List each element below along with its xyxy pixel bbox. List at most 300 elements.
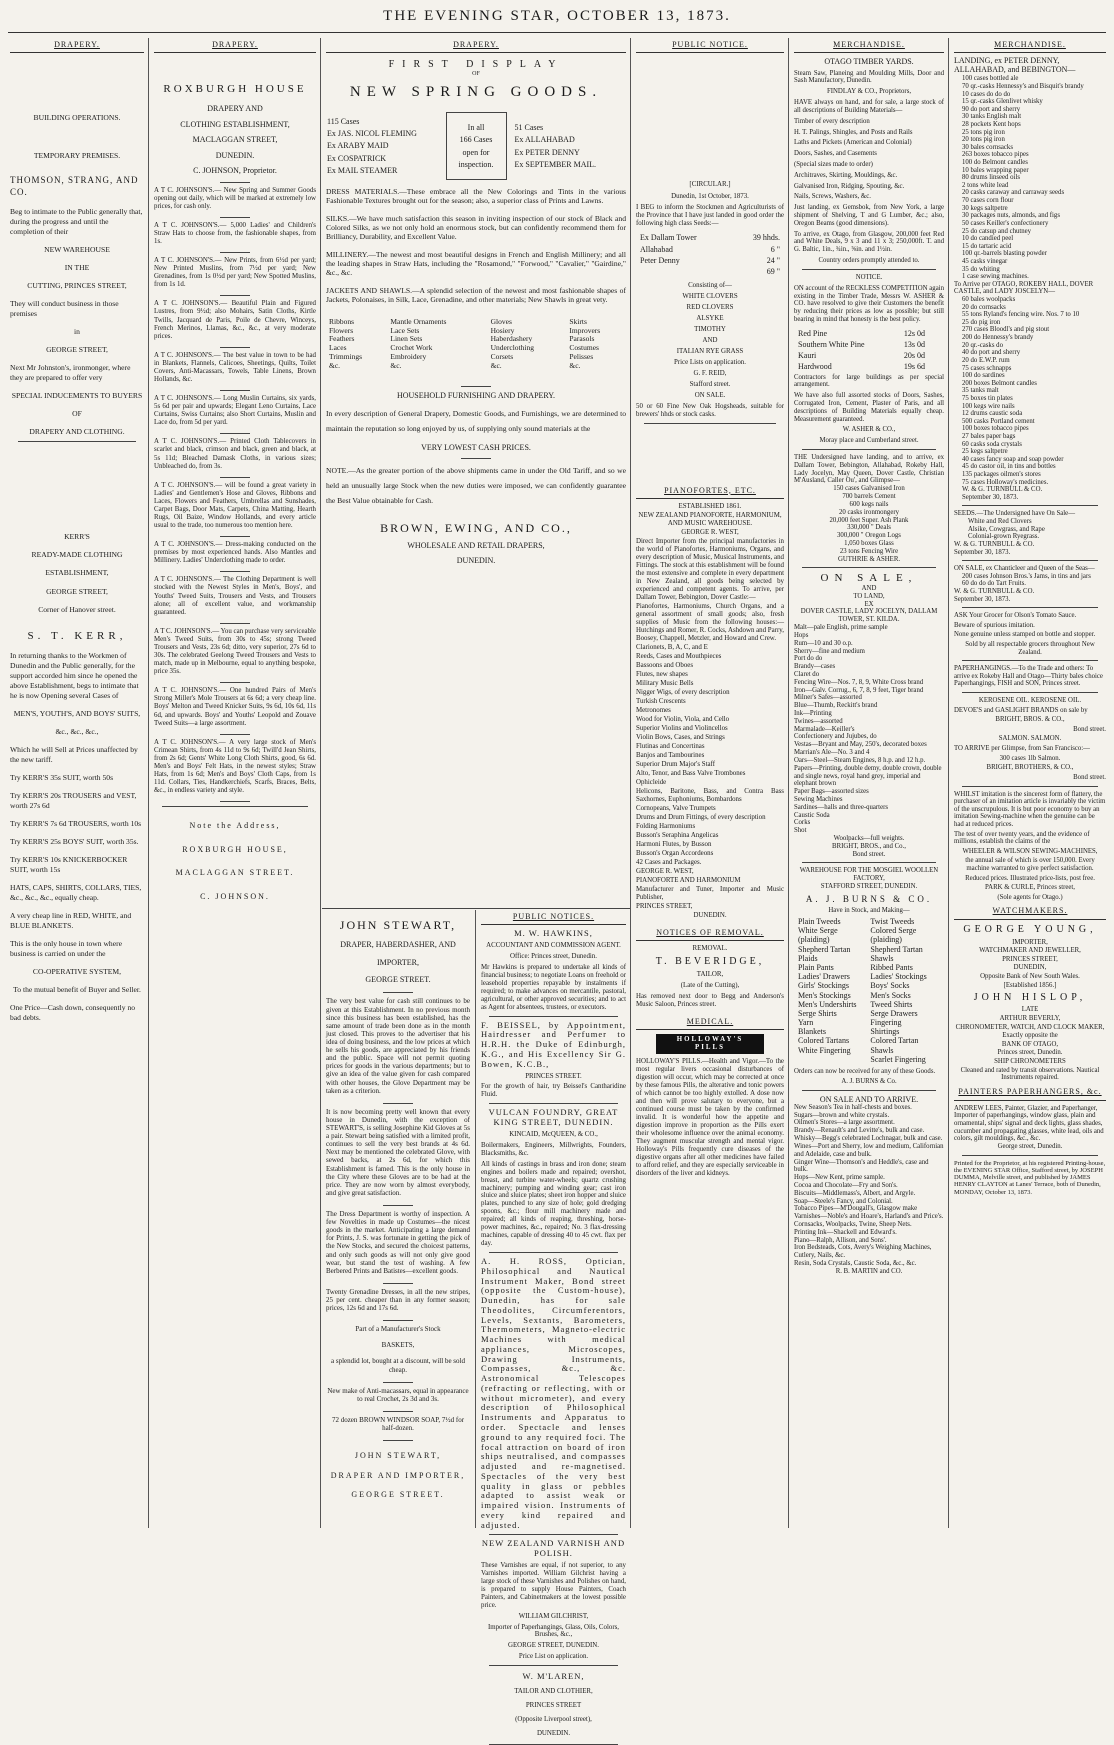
column-header: DRAPERY.	[326, 38, 626, 53]
drapery-paragraph: JACKETS AND SHAWLS.—A splendid selection of the newest and most fashionable shapes of Jackets, Polonaises, in Silk, Lace, Grenadine, and other materials; New Shawls in great vety.	[326, 285, 626, 304]
shipment-total: open for	[462, 147, 490, 157]
piano-line: Pianofortes, Harmoniums, Church Organs, and a general assortment of small goods; also, fresh supplies of Music from the following houses:—Hutchings and Romer, R. Cocks, Ashdown and Parry, Boosey, Chappell, Metzler, and Howard and Crew.	[636, 602, 784, 642]
onsale-line: Shot	[794, 827, 807, 835]
landing-line: 25 tons pig iron	[962, 128, 1005, 136]
johnson-ad: A T C. JOHNSON'S.— The best value in town to be had in Blankets, Flannels, Calicoes, Sheetings, Quilts, Toilet Covers, Anti-Macassars, Towels, Table Linens, Brown Hollands, &c.	[154, 351, 316, 383]
subtitle-line: DRAPER, HABERDASHER, AND	[340, 940, 456, 950]
kerr-line: Try KERR'S 7s 6d TROUSERS, worth 10s	[10, 819, 142, 829]
onsale-line: Sherry—fine and medium	[794, 647, 865, 655]
piano-line: Busson's Seraphina Angelicas	[636, 831, 719, 839]
removal-line: TAILOR,	[696, 970, 724, 978]
piano-line: Folding Harmoniums	[636, 822, 696, 830]
piano-line: Flutes, new shapes	[636, 670, 688, 678]
piano-line: Drums and Drum Fittings, of every description	[636, 813, 766, 821]
column-rule	[948, 38, 949, 1528]
shipment-total: In all	[467, 122, 485, 132]
section-rule	[802, 1090, 936, 1091]
shipment: Ex JAS. NICOL FLEMING	[327, 128, 417, 138]
timber-line: Laths and Pickets (American and Colonial)	[794, 139, 912, 147]
seed-cell: 39 hhds.	[752, 233, 780, 243]
short-rule	[220, 217, 250, 218]
johnson-ad: A T C. JOHNSON'S.— The Clothing Department is well stocked with the Newest Styles in Men's, Boys', and Youths' Tweed Suits, Trousers and Vests, and Trousers alone; all of excellent value, and workmanship guaranteed.	[154, 576, 316, 616]
subtitle-line: IMPORTER,	[377, 957, 419, 967]
landing-line: 10 do candied peel	[962, 235, 1014, 243]
seeds-line: W. & G. TURNBULL & CO.	[954, 540, 1035, 548]
landing-line: 30 bales cornsacks	[962, 143, 1013, 151]
kerr-line: One Price—Cash down, consequently no bad debts.	[10, 1003, 136, 1023]
roxburgh-line: MACLAGGAN STREET,	[192, 135, 278, 145]
piano-line: Superior Violins and Violincellos	[636, 724, 728, 732]
lowest-prices: VERY LOWEST CASH PRICES.	[421, 442, 531, 452]
landing-line: 20 tons pig iron	[962, 136, 1005, 144]
kerosene-line: BRIGHT, BROS. & CO.,	[995, 716, 1065, 724]
short-rule	[220, 252, 250, 253]
mosgiel-item: Fingering	[870, 1018, 902, 1028]
watch-line: DUNEDIN,	[1013, 964, 1047, 972]
footer-line: GEORGE STREET.	[351, 1489, 445, 1499]
olson-line: None genuine unless stamped on bottle and stopper.	[954, 631, 1096, 639]
landing-line: 35 do whiting	[962, 265, 1000, 273]
landing-line: 45 do castor oil, in tins and bottles	[962, 463, 1056, 471]
john-stewart-footer	[326, 1451, 470, 1499]
landing-line: September 30, 1873.	[962, 493, 1019, 501]
goods-item: Crochet Work	[390, 343, 433, 353]
kerr-line: KERR'S	[64, 532, 90, 542]
section-header: MEDICAL.	[636, 1015, 784, 1030]
whilst-line: Reduced prices. Illustrated price-lists, post free.	[965, 874, 1095, 882]
landing-line: 25 kegs saltpetre	[962, 448, 1008, 456]
mosgiel-item: Colored Serge (plaiding)	[870, 926, 917, 945]
seed-cell: 6 "	[770, 244, 780, 254]
varnish-text: WILLIAM GILCHRIST,	[518, 1612, 589, 1620]
varnish-text: Importer of Paperhangings, Glass, Oils, Colors, Brushes, &c.,	[487, 1623, 620, 1639]
landing-line: 500 casks Portland cement	[962, 417, 1035, 425]
seed-line: ALSYKE	[696, 314, 724, 322]
onsale-line: DOVER CASTLE, LADY JOCELYN, DALLAM TOWER, ST. KILDA.	[800, 608, 938, 624]
piano-line: Ophicleide	[636, 778, 667, 786]
watch-line: BANK OF OTAGO,	[1001, 1040, 1059, 1048]
johnson-ad: A T C. JOHNSON'S.— Dress-making conducted on the premises by most experienced hands. Also Mantles and Millinery. Ladies' Underclothing made to order.	[154, 541, 316, 565]
landing-line: 30 packages nuts, almonds, and figs	[962, 212, 1060, 220]
beissel-text: F. BEISSEL, by Appointment, Hairdresser and Perfumer to H.R.H. the Duke of Edinburgh, K.G., and His Excellency Sir G. Bowen, K.C.B.,	[481, 1019, 626, 1069]
onsale-line: Woolpacks—full weights.	[833, 835, 905, 843]
roxburgh-house-heading	[154, 83, 316, 175]
landing-line: 10 bales wrapping paper	[962, 166, 1029, 174]
shipment-total: inspection.	[458, 160, 494, 170]
piano-line: Metronomes	[636, 706, 671, 714]
piano-line: Alto, Tenor, and Bass Valve Trombones	[636, 769, 746, 777]
subtitle-line: GEORGE STREET.	[365, 975, 431, 985]
mlaren-text: DUNEDIN.	[536, 1729, 571, 1737]
section-rule	[489, 1534, 618, 1535]
onsale-line: Vestas—Bryant and May, 250's, decorated boxes	[794, 741, 927, 749]
landing-line: 45 casks vinegar	[962, 257, 1008, 265]
landing-line: 100 cases bottled ale	[962, 75, 1019, 83]
goods-item: Laces	[329, 343, 347, 353]
kerr-line: S. T. KERR,	[27, 629, 127, 642]
john-stewart-text	[326, 997, 470, 1432]
goods-item: Underclothing	[490, 343, 534, 353]
goods-item: &c.	[329, 360, 341, 370]
mosgiel-item: Blankets	[798, 1027, 826, 1037]
whilst-line: WHILST imitation is the sincerest form of flattery, the purchaser of an imitation article is invariably the victim of the unscrupulous. It is but poor economy to buy an imitation Sewing-machine when the genuine can be had at reduced prices.	[954, 790, 1106, 828]
landing-line: To Arrive per OTAGO, ROKEBY HALL, DOVER CASTLE, and LADY JOSCELYN—	[954, 280, 1094, 296]
shipments-right	[506, 113, 626, 180]
notice-line: Contractors for large buildings as per special arrangement.	[794, 373, 944, 389]
undersigned-line: 300,000 " Oregon Logs	[837, 532, 901, 540]
section-rule	[489, 1016, 618, 1017]
landing-line: 75 cases Holloway's medicines.	[962, 478, 1049, 486]
short-rule	[383, 1283, 413, 1284]
imprint: Printed for the Proprietor, at his registered Printing-house, the EVENING STAR Office, Stafford street, by JOSEPH DUMMA, Melville street, and published by JAMES HENRY CLAYTON at Lanes' Terrace, both of Dunedin, MONDAY, October 13, 1873.	[954, 1159, 1106, 1196]
seed-line: ON SALE.	[694, 391, 726, 399]
column-header: PUBLIC NOTICE.	[636, 38, 784, 53]
short-rule	[220, 571, 250, 572]
johnson-ad: A T C. JOHNSON'S.— Long Muslin Curtains, six yards, 5s 6d per pair and upwards; Elegant Leno Curtains, Lace Curtains, Swiss Curtains; also Short Curtains, Muslin and Lace do, from 5d per yard.	[154, 395, 316, 427]
arrive-line: Resin, Soda Crystals, Caustic Soda, &c., &c.	[794, 1260, 917, 1268]
section-rule	[18, 441, 136, 442]
kerr-line: THOMSON, STRANG, AND CO.	[10, 175, 139, 198]
landing-line: 15 qr.-casks Glenlivet whisky	[962, 98, 1043, 106]
goods-item: Flowers	[329, 325, 354, 335]
timber-line: Architraves, Skirting, Mouldings, &c.	[794, 171, 898, 179]
column-rule	[475, 910, 476, 1528]
onsale-line: Sardines—halls and three-quarters	[794, 803, 888, 811]
kerr-line: Corner of Hanover street.	[38, 604, 116, 614]
column-rule	[148, 38, 149, 1528]
merchandise-content-2	[954, 57, 1106, 1195]
kerr-line: Try KERR'S 25s BOYS' SUIT, worth 35s.	[10, 837, 139, 847]
beissel-text: For the growth of hair, try Beissel's Cantharidine Fluid.	[481, 1083, 626, 1099]
onsale-line: Corks	[794, 819, 811, 827]
mosgiel-item: Men's Socks	[870, 990, 911, 1000]
shipment: Ex SEPTEMBER MAIL.	[514, 160, 597, 170]
short-rule	[383, 1382, 413, 1383]
johnson-ad: A T C. JOHNSON'S.— One hundred Pairs of Men's Strong Miller's Mole Trousers at 6s 6d; a very cheap line. Boys' Melton and Tweed Knicker Suits, 9s 6d, 10s 6d, 11s 6d, and upwards. Boys' and Youths' Leopold and Zouave Tweed Suits—a large assortment.	[154, 687, 316, 727]
mosgiel-item: Ladies' Stockings	[870, 972, 927, 982]
roxburgh-line: ROXBURGH HOUSE	[163, 83, 307, 96]
goods-item: Skirts	[569, 316, 587, 326]
brown-ewing-firm: BROWN, EWING, AND CO.,	[380, 520, 572, 535]
arrive-line: Wines—Port and Sherry, low and medium, Californian and Adelaide, case and bulk.	[794, 1142, 944, 1158]
kerr-line: Try KERR'S 35s SUIT, worth 50s	[10, 773, 114, 783]
roxburgh-line: C. JOHNSON, Proprietor.	[193, 166, 277, 176]
landing-line: 35 tanks malt	[962, 387, 999, 395]
undersigned-line: 330,000 " Deals	[847, 524, 891, 532]
varnish-text: NEW ZEALAND VARNISH AND POLISH.	[481, 1538, 626, 1559]
new-spring-goods-title: NEW SPRING GOODS.	[349, 84, 603, 101]
piano-line: Helicons, Baritone, Bass, and Contra Bass Saxhornes, Euphoniums, Bombardons	[636, 787, 784, 803]
seed-line: 50 or 60 Fine New Oak Hogsheads, suitable for brewers' hhds or stock casks.	[636, 402, 784, 418]
mosgiel-line: Orders can now be received for any of these Goods.	[794, 1068, 936, 1076]
onsale-line: Milner's Safes—assorted	[794, 694, 862, 702]
landing-line: 70 cases corn flour	[962, 197, 1014, 205]
arrive-line: Biscuits—Middlemass's, Albert, and Argyle.	[794, 1189, 916, 1197]
arrive-line: Varnishes—Noble's and Hoare's, Harland's and Price's.	[794, 1213, 944, 1221]
seed-table	[636, 231, 784, 278]
undersigned-line: 20 casks ironmongery	[838, 508, 900, 516]
johnson-ads	[154, 187, 316, 803]
shipments-left	[326, 113, 446, 180]
column-merchandise-1	[790, 38, 948, 1528]
watch-line: ARTHUR BEVERLY,	[999, 1015, 1061, 1023]
goods-item: Lace Sets	[390, 325, 420, 335]
seed-cell: Ex Dallam Tower	[640, 233, 697, 243]
landing-line: 25 do pig iron	[962, 318, 1001, 326]
landing-line: 135 packages oilmen's stores	[962, 471, 1041, 479]
column-merchandise-2	[950, 38, 1110, 1528]
chanticleer-line: 60 do do do Tart Fruits.	[962, 580, 1026, 588]
arrive-line: Ginger Wine—Thomson's and Heddle's, case and bulk.	[794, 1158, 929, 1174]
undersigned-line: GUTHRIE & ASHER.	[837, 555, 901, 563]
watch-line: GEORGE YOUNG,	[963, 924, 1097, 936]
short-rule	[220, 390, 250, 391]
mlaren-text: TAILOR AND CLOTHIER,	[514, 1688, 593, 1696]
landing-line: 50 cases Keiller's confectionery	[962, 219, 1049, 227]
column-drapery-1	[6, 38, 148, 1528]
seed-line: Stafford street.	[689, 380, 731, 388]
kerr-line: To the mutual benefit of Buyer and Seller.	[13, 985, 141, 995]
piano-line: Clarionets, B, A, C, and E	[636, 643, 708, 651]
kerr-line: DRAPERY AND CLOTHING.	[29, 427, 125, 437]
shipment: Ex PETER DENNY	[514, 147, 580, 157]
undersigned-line: 23 tons Fencing Wire	[839, 547, 899, 555]
piano-line: Superior Drum Major's Staff	[636, 760, 716, 768]
seed-line: G. F. REID,	[693, 369, 727, 377]
landing-line: 75 boxes tin plates	[962, 394, 1013, 402]
column-header: MERCHANDISE.	[794, 38, 944, 53]
seed-line: RED CLOVERS	[686, 303, 734, 311]
mosgiel-item: Twist Tweeds	[870, 917, 915, 927]
mosgiel-item: Scarlet Fingering	[870, 1054, 926, 1064]
column-rule	[788, 38, 789, 1528]
kerr-line: NEW WAREHOUSE	[44, 245, 110, 255]
stewart-paragraph: Part of a Manufacturer's Stock	[355, 1325, 441, 1334]
short-rule	[383, 1103, 413, 1104]
notice-line: We have also full assorted stocks of Doors, Sashes, Corrugated Iron, Cement, Plaster of Paris, and all descriptions of Building Materials equally cheap. Measurement guaranteed.	[794, 392, 944, 423]
price-cell: Red Pine	[798, 328, 828, 338]
price-cell: 12s 0d	[903, 328, 925, 338]
seed-line: Consisting of—	[688, 281, 732, 289]
section-rule	[644, 423, 776, 424]
piano-line: GEORGE R. WEST,	[681, 528, 739, 536]
column-header: PUBLIC NOTICES.	[481, 910, 626, 925]
onsale-line: Oars—Steel—Steam Engines, 8 h.p. and 12 h.p.	[794, 756, 926, 764]
landing-line: 40 cases fancy soap and soap powder	[962, 455, 1064, 463]
mosgiel-item: Ribbed Pants	[870, 962, 913, 972]
hawkins-text: Office: Princes street, Dunedin.	[510, 953, 597, 961]
whilst-line: WHEELER & WILSON SEWING-MACHINES,	[962, 847, 1098, 855]
paint-line: ANDREW LEES, Painter, Glazier, and Paperhanger, Importer of paperhangings, window glass, plain and ornamental, ships' signal and deck lights, glass shades, cucumber and propagating glasses, white lead, oils and colors, gilt mouldings, &c., &c.	[954, 1104, 1104, 1143]
short-rule	[220, 801, 250, 802]
timber-line: Steam Saw, Planeing and Moulding Mills, Door and Sash Manufactory, Dunedin.	[794, 69, 944, 85]
landing-line: 100 do Belmont candles	[962, 159, 1028, 167]
mosgiel-item: Tweed Shirts	[870, 999, 913, 1009]
address-line: C. JOHNSON.	[200, 891, 270, 901]
piano-line: Military Music Bells	[636, 679, 694, 687]
chanticleer-line: W. & G. TURNBULL & CO.	[954, 587, 1035, 595]
timber-line: HAVE always on hand, and for sale, a large stock of all descriptions of Building Materials—	[794, 99, 944, 114]
johnson-ad: A T C. JOHNSON'S.— You can purchase very serviceable Men's Tweed Suits, from 30s to 45s; strong Tweed Trousers and Vests, 23s 6d; ditto, very superior, 27s 6d to 30s. The celebrated Geelong Tweed Trousers and Vests to match, made up in Melbourne, equal to anything bespoke, price 35s.	[154, 627, 316, 676]
arrive-line: Sugars—brown and white crystals.	[794, 1111, 890, 1119]
footer-line: JOHN STEWART,	[354, 1451, 442, 1461]
kerosene-line: Bond street.	[1073, 725, 1106, 733]
landing-line: 30 kegs saltpetre	[962, 204, 1008, 212]
piano-line: Banjos and Tambourines	[636, 751, 705, 759]
timber-line: H. T. Palings, Shingles, and Posts and Rails	[794, 128, 913, 136]
vulcan-text: Boilermakers, Engineers, Millwrights, Founders, Blacksmiths, &c.	[481, 1141, 626, 1157]
watch-line: [Established 1856.]	[1003, 981, 1057, 989]
kerr-thomson-ads	[10, 113, 144, 1023]
mosgiel-line: WAREHOUSE FOR THE MOSGIEL WOOLLEN FACTORY,	[799, 867, 939, 883]
roxburgh-line: DRAPERY AND	[207, 104, 263, 114]
landing-line: 100 do sardines	[962, 372, 1005, 380]
circular-line: Dunedin, 1st October, 1873.	[671, 193, 749, 201]
kerr-line: ESTABLISHMENT,	[45, 568, 109, 578]
column-header: MERCHANDISE.	[954, 38, 1106, 53]
watch-line: Princes street, Dunedin.	[997, 1049, 1063, 1057]
landing-line: 25 do catsup and chutney	[962, 227, 1032, 235]
kerosene-line: SALMON. SALMON.	[998, 735, 1062, 743]
landing-line: 100 kegs wire nails	[962, 402, 1015, 410]
section-rule	[962, 692, 1098, 693]
hawkins-text: Mr Hawkins is prepared to undertake all kinds of financial business; to negotiate Loans on freehold or leasehold properties repayable by instalments if required; to make advances on mercantile, pastoral, agricultural, or other approved securities; and to act as Agent for absentees, trustees, or executors.	[481, 964, 626, 1011]
onsale-line: ON SALE,	[820, 572, 918, 585]
landing-line: 200 do Hennessy's brandy	[962, 334, 1034, 342]
kerr-line: They will conduct business in those premises	[10, 299, 119, 319]
landing-line: 263 boxes tobacco pipes	[962, 151, 1029, 159]
mosgiel-item: Shirtings	[870, 1027, 900, 1037]
whilst-line: (Sole agents for Otago.)	[997, 893, 1063, 901]
kerr-line: OF	[72, 409, 82, 419]
landing-line: 100 boxes tobacco pipes	[962, 425, 1029, 433]
undersigned-line: 700 barrels Cement	[842, 493, 896, 501]
section-header: PAINTERS PAPERHANGERS, &c.	[954, 1086, 1106, 1101]
kerosene-line: KEROSENE OIL. KEROSENE OIL.	[978, 697, 1082, 705]
firm-subtitle: WHOLESALE AND RETAIL DRAPERS,	[407, 540, 545, 550]
piano-line: Harmoni Flutes, by Busson	[636, 840, 712, 848]
circular-line: I BEG to inform the Stockmen and Agriculturists of the Province that I have just landed in good order the following high class Seeds:—	[636, 204, 784, 228]
piano-line: Cornopeans, Valve Trumpets	[636, 804, 716, 812]
column-header: DRAPERY.	[154, 38, 316, 53]
shipment: Ex ALLAHABAD	[514, 135, 575, 145]
tariff-note: NOTE.—As the greater portion of the above shipments came in under the Old Tariff, and so we held an unusually large Stock when the new duties were imposed, we can confidently guarantee the Best Value obtainable for Cash.	[326, 466, 626, 506]
goods-item: &c.	[569, 360, 581, 370]
mosgiel-item: Colored Tartan Shawls	[870, 1036, 919, 1055]
piano-line: 42 Cases and Packages.	[636, 858, 702, 866]
section-rule	[322, 908, 630, 909]
notice-line: Moray place and Cumberland street.	[819, 437, 919, 445]
mosgiel-goods-column	[796, 917, 866, 1064]
onsale-line: BRIGHT, BROS., and Co.,	[832, 842, 906, 850]
kerr-line: GEORGE STREET,	[46, 586, 108, 596]
mosgiel-item: Shepherd Tartan Shawls	[870, 944, 923, 963]
arrive-line: Hops—New Kent, prime sample.	[794, 1174, 885, 1182]
mosgiel-item: Men's Stockings	[798, 990, 851, 1000]
seed-line: WHITE CLOVERS	[682, 292, 738, 300]
column-drapery-2	[150, 38, 320, 1528]
drapery-paragraph: MILLINERY.—The newest and most beautiful designs in French and English Millinery; and all the leading shapes in Straw Hats, including the "Rosamond," "Forwood," "Cavalier," "Gairdine," &c., &c.	[326, 249, 626, 277]
kerr-line: MEN'S, YOUTH'S, AND BOYS' SUITS,	[13, 709, 141, 719]
column-rule	[320, 38, 321, 1528]
arrive-line: Soap—Steele's Fancy, and Colonial.	[794, 1197, 893, 1205]
shipment: 51 Cases	[514, 122, 544, 132]
piano-line: Nigger Wigs, of every description	[636, 688, 730, 696]
address-line: ROXBURGH HOUSE,	[182, 844, 288, 854]
goods-item: &c.	[490, 360, 502, 370]
goods-item: Mantle Ornaments	[390, 316, 447, 326]
landing-line: 55 tons Ryland's fencing wire. Nos. 7 to 10	[962, 311, 1080, 319]
stewart-paragraph: a splendid lot, bought at a discount, will be sold cheap.	[331, 1357, 465, 1374]
arrive-line: Iron Bedsteads, Cots, Avery's Weighing Machines, Cutlery, Nails, &c.	[794, 1244, 932, 1260]
mosgiel-item: Plain Pants	[798, 962, 834, 972]
seed-line: AND	[702, 336, 718, 344]
section-rule	[802, 449, 936, 450]
section-rule	[802, 862, 936, 863]
mlaren-text: W. M'LAREN,	[522, 1671, 585, 1682]
goods-item: Improvers	[569, 325, 601, 335]
onsale-line: Malt—pale English, prime sample	[794, 624, 888, 632]
kerr-line: Try KERR'S 20s TROUSERS and VEST, worth 27s 6d	[10, 791, 137, 811]
landing-line: 1 case sewing machines.	[962, 273, 1029, 281]
watch-line: Cleaned and rated by transit observations. Nautical Instruments repaired.	[960, 1066, 1100, 1082]
arrive-line: Printing Ink—Shackell and Edward's.	[794, 1228, 897, 1236]
kerr-line: HATS, CAPS, SHIRTS, COLLARS, TIES, &c., &c., &c., equally cheap.	[10, 883, 142, 903]
stewart-paragraph: The very best value for cash still continues to be given at this Establishment. In no previous month since this business has been established, has the same amount of trade been done as in the month just closed. This proves to the advertiser that his idea of doing business, and the low prices at which he sells his goods, are appreciated by his friends and the public. Space will not permit quoting prices for goods in the various departments; but to give an idea of the value given for cash compared with other houses, the Glove Department may be taken as a criterion.	[326, 997, 470, 1095]
landing-line: 90 do port and sherry	[962, 105, 1021, 113]
arrive-line: Piano—Ralph, Allison, and Sons'.	[794, 1236, 887, 1244]
onsale-line: Hops	[794, 631, 809, 639]
address-line: MACLAGGAN STREET.	[175, 868, 295, 878]
price-cell: Hardwood	[798, 362, 832, 372]
piano-line: DUNEDIN.	[693, 911, 727, 919]
onsale-line: Caustic Soda	[794, 811, 830, 819]
whilst-line: the annual sale of which is over 150,000. Every machine warranted to give perfect satisfaction.	[965, 857, 1095, 873]
section-rule	[489, 1103, 618, 1104]
johnson-ad: A T C. JOHNSON'S.— will be found a great variety in Ladies' and Gentlemen's Hose and Gloves, Ribbons and Laces, Flowers and Feathers, Umbrellas and Sunshades, Carpet Bags, Door Mats, Carpets, China Matting, Hearth Rugs, Oil Baize, Window Hollands, and every article usual to the trade, too numerous too mention here.	[154, 481, 316, 530]
timber-line: Galvanised Iron, Ridging, Spouting, &c.	[794, 182, 905, 190]
firm-city: DUNEDIN.	[456, 556, 496, 566]
landing-line: 10 cases do do do	[962, 90, 1011, 98]
landing-line: 60 bales woolpacks	[962, 296, 1016, 304]
watch-line: CHRONOMETER, WATCH, AND CLOCK MAKER,	[955, 1023, 1105, 1031]
mosgiel-goods	[794, 915, 944, 1066]
shipment-total: 166 Cases	[459, 135, 493, 145]
title-of: OF	[472, 71, 480, 78]
landing-line: 20 do E.W.P. rum	[962, 356, 1010, 364]
landing-line: 200 boxes Belmont candles	[962, 379, 1037, 387]
household-text: In every description of General Drapery, Domestic Goods, and Furnishings, we are determined to maintain the reputation so long enjoyed by us, of supplying only sound materials at the	[326, 409, 626, 434]
removal-line: T. BEVERIDGE,	[655, 956, 765, 968]
paper-line: PAPERHANGINGS.—To the Trade and others: To arrive ex Rokeby Hall and Otago—Thirty bales choice Paperhangings, FISH and SON, Princes street.	[954, 665, 1103, 688]
seed-cell: 24 "	[766, 255, 780, 265]
seed-cell: Allahabad	[640, 244, 673, 254]
piano-line: Bassoons and Oboes	[636, 661, 694, 669]
kerr-line: in	[74, 327, 80, 337]
goods-item: Costumes	[569, 343, 599, 353]
column-header: DRAPERY.	[10, 38, 144, 53]
mosgiel-line: A. J. BURNS & CO.	[805, 893, 933, 904]
goods-item: Pelisses	[569, 352, 594, 362]
arrive-line: Cocoa and Chocolate—Fry and Son's.	[794, 1181, 898, 1189]
roxburgh-address	[154, 821, 316, 901]
arrive-line: Whisky—Begg's celebrated Lochnagar, bulk and case.	[794, 1135, 943, 1143]
landing-line: 30 tanks English malt	[962, 113, 1022, 121]
section-rule	[802, 269, 936, 270]
whilst-line: The test of over twenty years, and the evidence of millions, establish the claims of the	[954, 830, 1090, 846]
notice-line: NOTICE.	[855, 273, 883, 281]
arrive-line: Cornsacks, Woolpacks, Twine, Sheep Nets.	[794, 1221, 912, 1229]
